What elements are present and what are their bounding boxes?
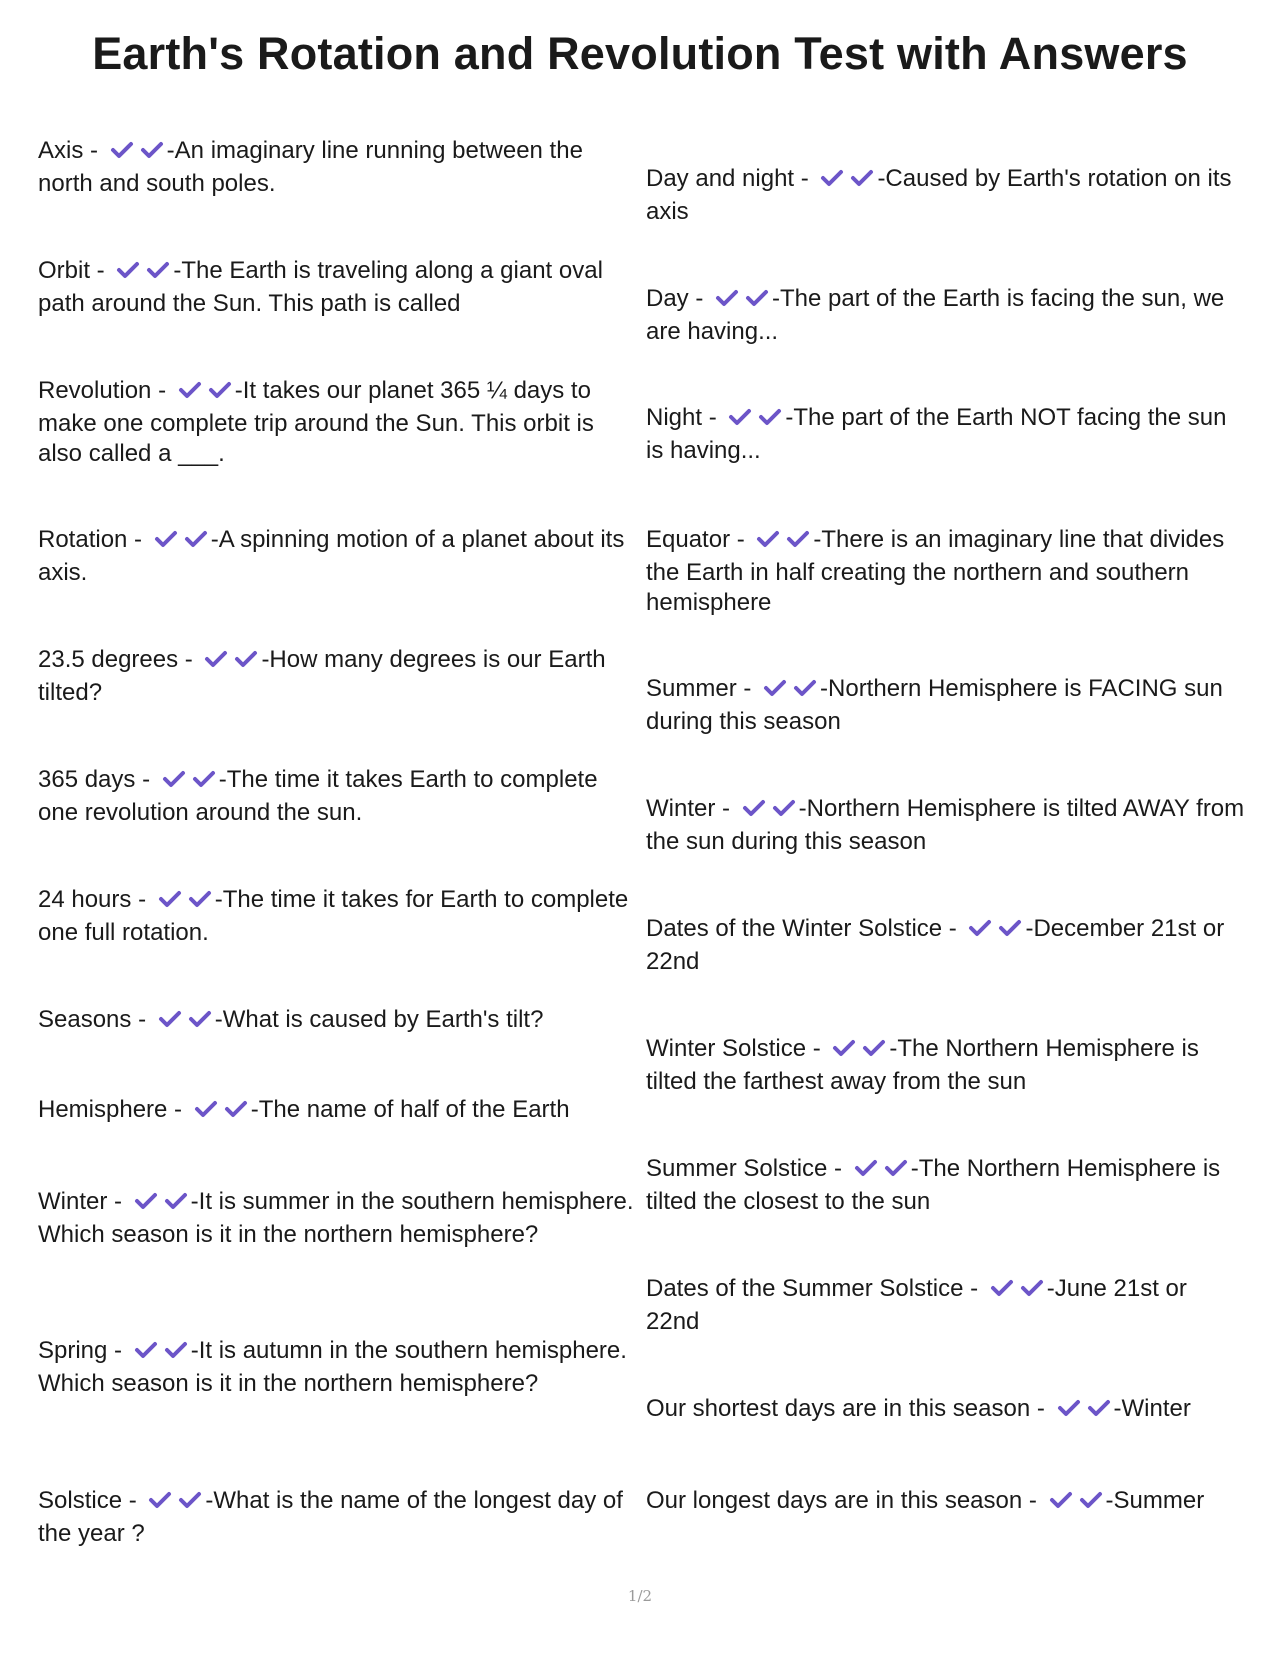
- term: Our longest days are in this season -: [646, 1487, 1044, 1514]
- term-entry: [646, 1274, 1246, 1337]
- term-entry: [646, 1394, 1246, 1427]
- term: 23.5 degrees -: [38, 646, 200, 673]
- definition: -The Earth is traveling along a giant oval path around the Sun. This path is called: [38, 257, 603, 317]
- term-entry: [38, 645, 638, 708]
- page-number: 1/2: [627, 1587, 653, 1605]
- double-check-icon: [1046, 1489, 1104, 1519]
- definition: -It is autumn in the southern hemisphere. Which season is it in the northern hemisphere?: [38, 1337, 627, 1397]
- term: Day -: [646, 285, 711, 312]
- term: Winter -: [38, 1188, 129, 1215]
- double-check-icon: [159, 768, 217, 798]
- page-title: Earth's Rotation and Revolution Test with Answers: [92, 28, 1188, 79]
- term: Solstice -: [38, 1487, 144, 1514]
- double-check-icon: [151, 528, 209, 558]
- term-entry: [646, 794, 1246, 857]
- term-entry: [38, 1486, 638, 1549]
- term: 24 hours -: [38, 886, 153, 913]
- term-entry: [646, 403, 1246, 466]
- double-check-icon: [760, 677, 818, 707]
- term-entry: [38, 1005, 638, 1038]
- term: Our shortest days are in this season -: [646, 1395, 1052, 1422]
- term-entry: [646, 284, 1246, 347]
- double-check-icon: [753, 528, 811, 558]
- double-check-icon: [175, 379, 233, 409]
- term-entry: [38, 376, 638, 469]
- term: Hemisphere -: [38, 1096, 189, 1123]
- definition: -The part of the Earth is facing the sun, we are having...: [646, 285, 1225, 345]
- term: Revolution -: [38, 377, 173, 404]
- double-check-icon: [987, 1277, 1045, 1307]
- double-check-icon: [155, 1008, 213, 1038]
- term: Seasons -: [38, 1006, 153, 1033]
- double-check-icon: [817, 167, 875, 197]
- term: Rotation -: [38, 526, 149, 553]
- term-entry: [38, 1336, 638, 1399]
- term-entry: [646, 525, 1246, 618]
- term-entry: [38, 525, 638, 588]
- definition: -The time it takes Earth to complete one revolution around the sun.: [38, 766, 598, 826]
- term-entry: [38, 256, 638, 319]
- term: Summer -: [646, 675, 759, 702]
- double-check-icon: [107, 139, 165, 169]
- double-check-icon: [965, 917, 1023, 947]
- term-entry: [646, 674, 1246, 737]
- definition: -December 21st or 22nd: [646, 915, 1225, 975]
- definition: -Northern Hemisphere is tilted AWAY from the sun during this season: [646, 795, 1245, 855]
- term: Winter Solstice -: [646, 1035, 828, 1062]
- double-check-icon: [113, 259, 171, 289]
- definition: -The name of half of the Earth: [250, 1096, 570, 1123]
- term-entry: [646, 1154, 1246, 1217]
- double-check-icon: [191, 1098, 249, 1128]
- term: Orbit -: [38, 257, 112, 284]
- term-entry: [38, 1187, 638, 1250]
- double-check-icon: [1054, 1397, 1112, 1427]
- double-check-icon: [131, 1190, 189, 1220]
- double-check-icon: [712, 287, 770, 317]
- definition: -The part of the Earth NOT facing the sun is having...: [646, 404, 1227, 464]
- term-entry: [38, 136, 638, 199]
- term: Equator -: [646, 526, 752, 553]
- term-entry: [646, 164, 1246, 227]
- term-entry: [38, 885, 638, 948]
- term: Night -: [646, 404, 724, 431]
- definition: -The time it takes for Earth to complete one full rotation.: [38, 886, 629, 946]
- definition: -What is caused by Earth's tilt?: [214, 1006, 544, 1033]
- term: Day and night -: [646, 165, 816, 192]
- double-check-icon: [131, 1339, 189, 1369]
- double-check-icon: [739, 797, 797, 827]
- double-check-icon: [851, 1157, 909, 1187]
- definition: -The Northern Hemisphere is tilted the farthest away from the sun: [646, 1035, 1199, 1095]
- definition: -A spinning motion of a planet about its axis.: [38, 526, 625, 586]
- term-entry: [646, 914, 1246, 977]
- term: Axis -: [38, 137, 105, 164]
- definition: -Northern Hemisphere is FACING sun during this season: [646, 675, 1223, 735]
- double-check-icon: [201, 648, 259, 678]
- double-check-icon: [725, 406, 783, 436]
- definition: -It takes our planet 365 ¼ days to make one complete trip around the Sun. This orbit is also called a ___.: [38, 377, 594, 467]
- definition: -How many degrees is our Earth tilted?: [38, 646, 606, 706]
- term: Summer Solstice -: [646, 1155, 849, 1182]
- definition: -Winter: [1113, 1395, 1191, 1422]
- definition: -What is the name of the longest day of the year ?: [38, 1487, 623, 1547]
- term: Dates of the Summer Solstice -: [646, 1275, 985, 1302]
- term-entry: [38, 765, 638, 828]
- double-check-icon: [145, 1489, 203, 1519]
- definition: -The Northern Hemisphere is tilted the closest to the sun: [646, 1155, 1221, 1215]
- definition: -Caused by Earth's rotation on its axis: [646, 165, 1232, 225]
- term-entry: [646, 1486, 1246, 1519]
- definition: -Summer: [1105, 1487, 1205, 1514]
- term: Spring -: [38, 1337, 129, 1364]
- definition: -June 21st or 22nd: [646, 1275, 1187, 1335]
- term: 365 days -: [38, 766, 157, 793]
- definition: -It is summer in the southern hemisphere. Which season is it in the northern hemisphere?: [38, 1188, 634, 1248]
- term: Winter -: [646, 795, 737, 822]
- definition: -There is an imaginary line that divides the Earth in half creating the northern and southern hemisphere: [646, 526, 1225, 616]
- term-entry: [38, 1095, 638, 1128]
- double-check-icon: [155, 888, 213, 918]
- definition: -An imaginary line running between the north and south poles.: [38, 137, 583, 197]
- term: Dates of the Winter Solstice -: [646, 915, 964, 942]
- double-check-icon: [829, 1037, 887, 1067]
- term-entry: [646, 1034, 1246, 1097]
